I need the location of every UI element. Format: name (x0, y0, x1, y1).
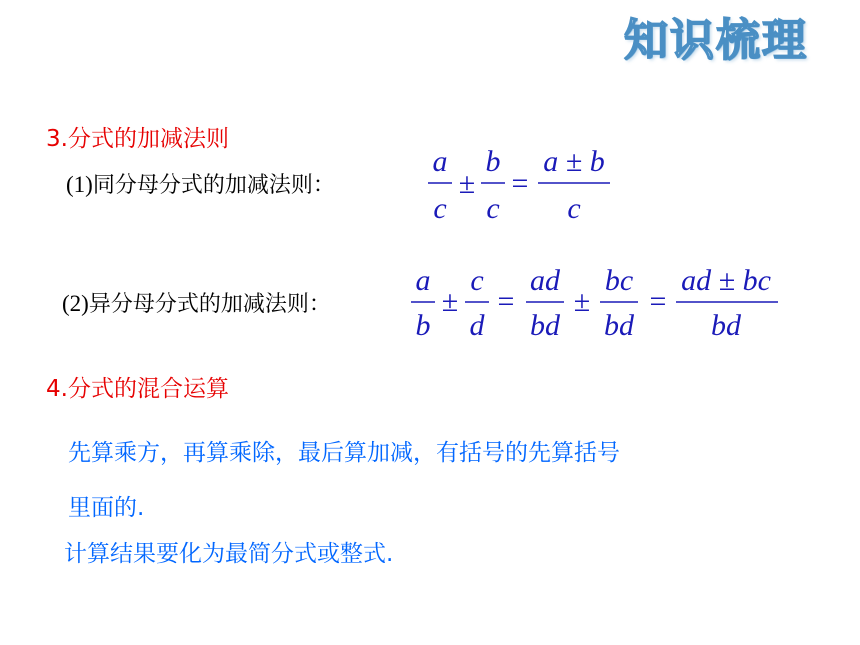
section-3-heading: 3.分式的加减法则 (46, 126, 229, 152)
fraction-c-d-denominator: d (469, 309, 485, 342)
mixed-operation-rule-line-3: 计算结果要化为最简分式或整式. (64, 541, 394, 567)
equals-operator-2: = (649, 285, 667, 318)
rule-1-number: (1) (66, 172, 93, 197)
equals-operator: = (511, 167, 529, 200)
result-2-denominator: bd (711, 309, 741, 342)
fraction-ad-bd-denominator: bd (530, 309, 560, 342)
fraction-1-numerator: a (432, 145, 448, 178)
fraction-2-denominator: c (486, 192, 500, 225)
mixed-operation-rule-line-1: 先算乘方，再算乘除，最后算加减，有括号的先算括号 (68, 440, 620, 466)
result-2-numerator: ad ± bc (681, 264, 771, 297)
plus-minus-operator-2: ± (573, 285, 591, 318)
fraction-bc-bd-numerator: bc (604, 264, 634, 297)
fraction-bc-bd-denominator: bd (604, 309, 634, 342)
fraction-c-d-numerator: c (470, 264, 484, 297)
rule-1-text: 同分母分式的加减法则： (92, 173, 335, 198)
section-4-heading: 4.分式的混合运算 (46, 376, 229, 402)
rule-2-number: (2) (62, 291, 89, 316)
fraction-a-b-numerator: a (415, 264, 431, 297)
result-numerator: a ± b (543, 145, 605, 178)
plus-minus-operator: ± (458, 167, 476, 200)
mixed-operation-rule-line-2: 里面的. (68, 495, 145, 521)
fraction-1-denominator: c (433, 192, 447, 225)
equals-operator-1: = (497, 285, 515, 318)
plus-minus-operator-1: ± (441, 285, 459, 318)
result-denominator: c (567, 192, 581, 225)
fraction-a-b-denominator: b (415, 309, 431, 342)
rule-2-text: 异分母分式的加减法则： (88, 292, 331, 317)
fraction-2-numerator: b (485, 145, 501, 178)
header-title: 知识梳理 (624, 15, 808, 66)
fraction-ad-bd-numerator: ad (530, 264, 560, 297)
